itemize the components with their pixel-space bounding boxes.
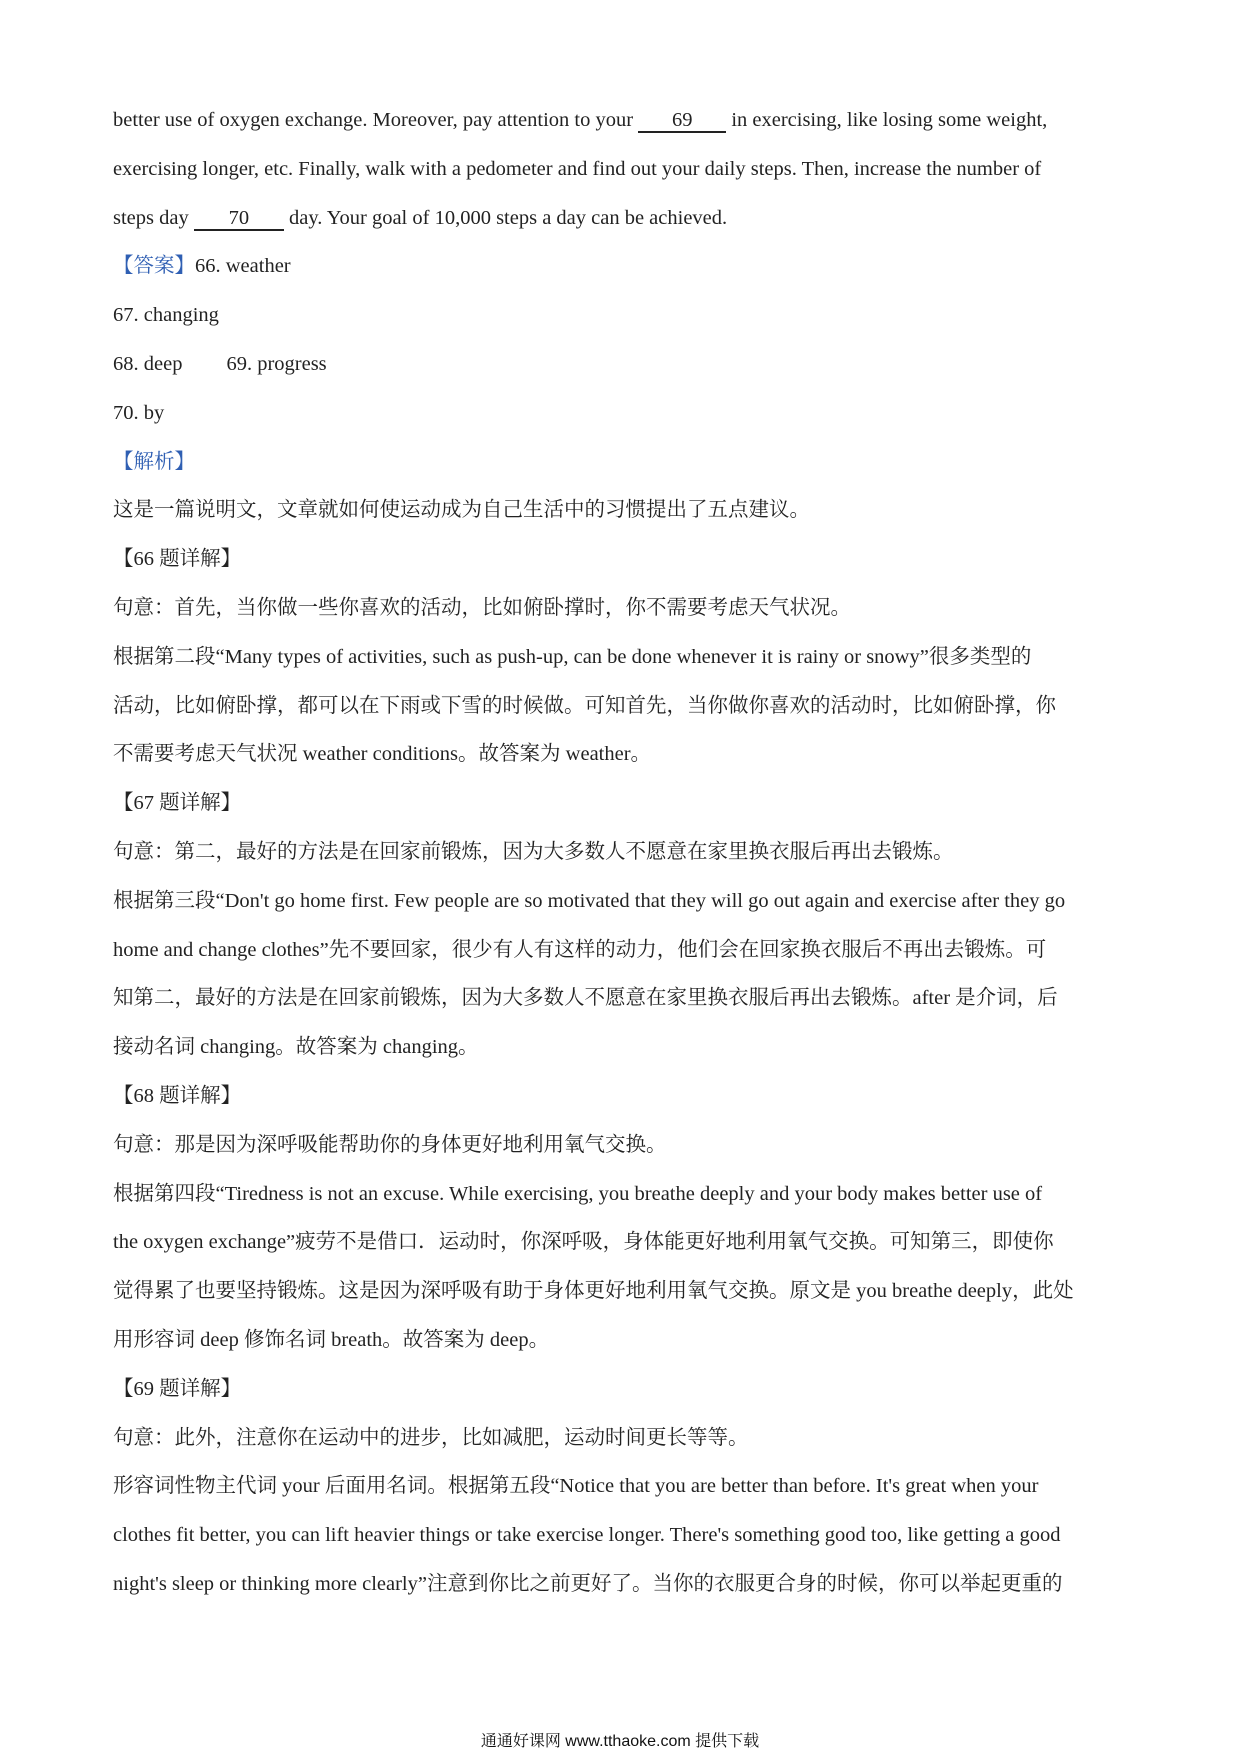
q66-line: 不需要考虑天气状况 weather conditions。故答案为 weather。 (113, 743, 652, 766)
q66-line: 活动，比如俯卧撑，都可以在下雨或下雪的时候做。可知首先，当你做你喜欢的活动时，比如俯卧撑，你 (113, 694, 1056, 717)
q66-meaning: 句意：首先，当你做一些你喜欢的活动，比如俯卧撑时，你不需要考虑天气状况。 (113, 596, 851, 619)
answer-69: 69. progress (226, 352, 327, 375)
answer-67: 67. changing (113, 304, 219, 327)
passage-text: steps day (113, 206, 194, 229)
q66-heading: 【66 题详解】 (113, 548, 242, 571)
blank-69: 69 (638, 109, 726, 133)
q69-heading: 【69 题详解】 (113, 1377, 242, 1400)
passage-text: better use of oxygen exchange. Moreover, pay attention to your (113, 109, 639, 131)
analysis-tag: 【解析】 (113, 450, 195, 473)
page-footer: 通通好课网 www.tthaoke.com 提供下载 (480, 1733, 760, 1750)
q67-line: 接动名词 changing。故答案为 changing。 (113, 1036, 479, 1059)
answer-line-68-69 (113, 340, 1133, 389)
q69-meaning: 句意：此外，注意你在运动中的进步，比如减肥，运动时间更长等等。 (113, 1426, 749, 1449)
q68-line: the oxygen exchange”疲劳不是借口．运动时，你深呼吸，身体能更好地利用氧气交换。可知第三，即使你 (113, 1231, 1054, 1254)
q69-line: night's sleep or thinking more clearly”注意到你比之前更好了。当你的衣服更合身的时候，你可以举起更重的 (113, 1572, 1063, 1595)
passage-line-3 (113, 194, 1133, 243)
q68-line: 觉得累了也要坚持锻炼。这是因为深呼吸有助于身体更好地利用氧气交换。原文是 you breathe deeply，此处 (113, 1280, 1074, 1303)
q68-meaning: 句意：那是因为深呼吸能帮助你的身体更好地利用氧气交换。 (113, 1133, 667, 1156)
passage-text: day. Your goal of 10,000 steps a day can be achieved. (283, 206, 728, 229)
q68-heading: 【68 题详解】 (113, 1084, 242, 1107)
q66-line: 根据第二段“Many types of activities, such as push-up, can be done whenever it is rainy or snowy”很多类型的 (113, 645, 1032, 668)
q67-heading: 【67 题详解】 (113, 792, 242, 815)
q69-line: clothes fit better, you can lift heavier things or take exercise longer. There's something good too, like getting a good (113, 1524, 1061, 1547)
q68-line: 根据第四段“Tiredness is not an excuse. While exercising, you breathe deeply and your body makes better use of (113, 1182, 1043, 1205)
answer-70: 70. by (113, 401, 165, 424)
q69-line: 形容词性物主代词 your 后面用名词。根据第五段“Notice that you are better than before. It's great when your (113, 1475, 1039, 1498)
passage-line-1 (113, 96, 1133, 145)
q68-line: 用形容词 deep 修饰名词 breath。故答案为 deep。 (113, 1328, 550, 1351)
q67-line: 知第二，最好的方法是在回家前锻炼，因为大多数人不愿意在家里换衣服后再出去锻炼。after 是介词，后 (113, 987, 1058, 1010)
answer-68: 68. deep (113, 352, 183, 375)
answer-tag: 【答案】 (113, 255, 195, 278)
analysis-summary: 这是一篇说明文，文章就如何使运动成为自己生活中的习惯提出了五点建议。 (113, 499, 810, 522)
q67-line: 根据第三段“Don't go home first. Few people are so motivated that they will go out again and exercise after they go (113, 889, 1066, 912)
passage-text: in exercising, like losing some weight, (726, 109, 1048, 131)
q67-meaning: 句意：第二，最好的方法是在回家前锻炼，因为大多数人不愿意在家里换衣服后再出去锻炼。 (113, 840, 954, 863)
page-content (113, 96, 1133, 1609)
answer-line-66 (113, 242, 1133, 291)
q67-line: home and change clothes”先不要回家，很少有人有这样的动力，他们会在回家换衣服后不再出去锻炼。可 (113, 938, 1047, 961)
blank-70: 70 (194, 207, 284, 231)
answer-66: 66. weather (195, 255, 291, 278)
passage-line-2: exercising longer, etc. Finally, walk with a pedometer and find out your daily steps. Then, increase the number of (113, 157, 1042, 180)
